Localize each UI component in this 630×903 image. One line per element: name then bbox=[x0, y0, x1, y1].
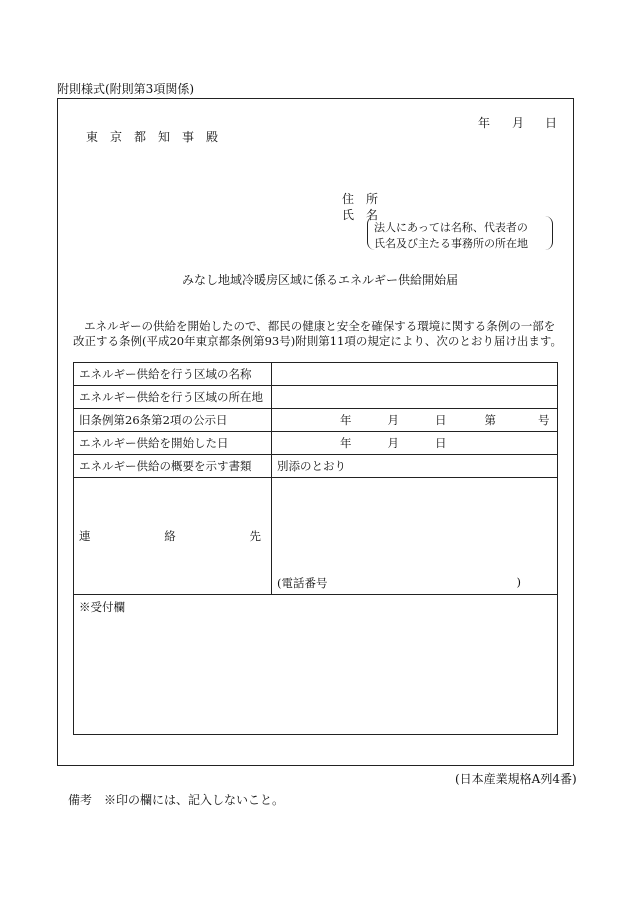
name-label: 氏 名 bbox=[342, 208, 379, 222]
row-label bbox=[79, 412, 271, 428]
year-unit: 年 bbox=[340, 413, 352, 427]
date-year-label: 年 bbox=[478, 116, 491, 130]
month-unit: 月 bbox=[387, 436, 399, 450]
contact-row bbox=[74, 478, 558, 595]
reception-cell bbox=[74, 595, 558, 735]
row-label: エネルギー供給を行う区域の名称 bbox=[74, 363, 272, 386]
contact-char: 先 bbox=[249, 529, 261, 543]
area-location-field[interactable] bbox=[272, 386, 558, 409]
table-row bbox=[74, 386, 558, 409]
paper-standard: (日本産業規格A列4番) bbox=[455, 772, 577, 786]
info-table bbox=[73, 362, 558, 735]
row-label-cell bbox=[74, 409, 272, 432]
table-row bbox=[74, 455, 558, 478]
contact-char: 絡 bbox=[164, 529, 176, 543]
addressee: 東 京 都 知 事 殿 bbox=[86, 130, 219, 144]
document-title: みなし地域冷暖房区域に係るエネルギー供給開始届 bbox=[182, 273, 459, 287]
contact-label bbox=[79, 528, 271, 544]
form-reference: 附則様式(附則第3項関係) bbox=[57, 82, 194, 96]
phone-close: ) bbox=[516, 575, 521, 589]
notice-date-field[interactable] bbox=[272, 409, 558, 432]
body-line-2: 改正する条例(平成20年東京都条例第93号)附則第11項の規定により、次のとおり届け出ます。 bbox=[73, 334, 562, 348]
contact-char: 連 bbox=[79, 529, 91, 543]
table-row bbox=[74, 432, 558, 455]
row-label: エネルギー供給を行う区域の所在地 bbox=[74, 386, 272, 409]
area-name-field[interactable] bbox=[272, 363, 558, 386]
phone-line bbox=[277, 575, 557, 591]
overview-docs-field[interactable]: 別添のとおり bbox=[272, 455, 558, 478]
contact-label-cell bbox=[74, 478, 272, 595]
body-line-1: エネルギーの供給を開始したので、都民の健康と安全を確保する環境に関する条例の一部を bbox=[84, 319, 556, 333]
applicant-note-line2: 氏名及び主たる事務所の所在地 bbox=[374, 237, 528, 250]
start-date-field[interactable] bbox=[272, 432, 558, 455]
month-unit: 月 bbox=[387, 413, 399, 427]
day-unit: 日 bbox=[435, 413, 447, 427]
date-month-label: 月 bbox=[512, 116, 525, 130]
address-label: 住 所 bbox=[342, 192, 379, 206]
number-suffix: 号 bbox=[538, 413, 550, 427]
date-day-label: 日 bbox=[545, 116, 558, 130]
row-label: エネルギー供給を開始した日 bbox=[74, 432, 272, 455]
number-prefix: 第 bbox=[484, 413, 496, 427]
reception-row bbox=[74, 595, 558, 735]
applicant-note-line1: 法人にあっては名称、代表者の bbox=[374, 221, 528, 234]
row-label-text: 旧条例第26条第2項の公示日 bbox=[79, 413, 228, 427]
reception-label: ※受付欄 bbox=[79, 600, 125, 614]
table-row bbox=[74, 409, 558, 432]
remark: 備考 ※印の欄には、記入しないこと。 bbox=[68, 793, 285, 807]
row-label: エネルギー供給の概要を示す書類 bbox=[74, 455, 272, 478]
phone-label: (電話番号 bbox=[277, 576, 328, 590]
contact-field[interactable] bbox=[272, 478, 558, 595]
day-unit: 日 bbox=[435, 436, 447, 450]
table-row bbox=[74, 363, 558, 386]
year-unit: 年 bbox=[340, 436, 352, 450]
